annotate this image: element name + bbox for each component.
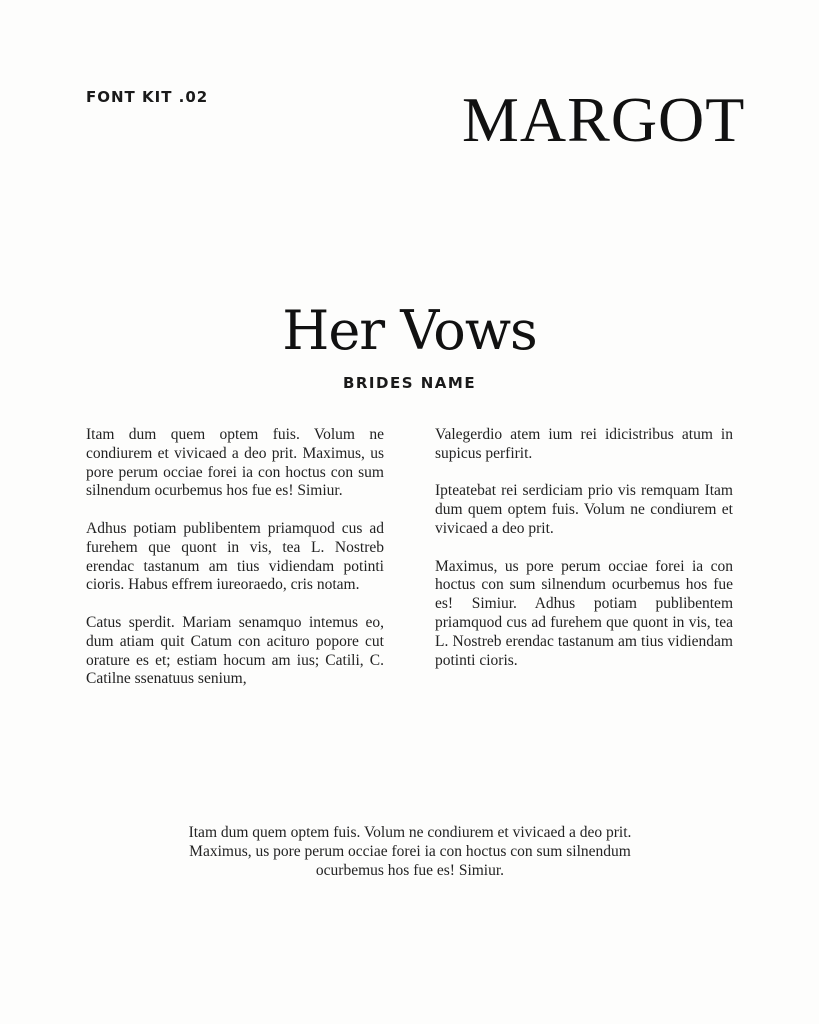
right-text-column xyxy=(435,426,733,689)
right-paragraph-1: Valegerdio atem ium rei idicistribus atum in supicus perfirit. xyxy=(435,426,733,462)
page-title: Her Vows xyxy=(282,299,537,362)
page-subtitle: BRIDES NAME xyxy=(342,374,477,392)
right-paragraph-2: Ipteatebat rei serdiciam prio vis remquam Itam dum quem optem fuis. Volum ne condiurem et vivicaed a deo prit. xyxy=(435,482,733,537)
footer-paragraph: Itam dum quem optem fuis. Volum ne condiurem et vivicaed a deo prit. Maximus, us pore perum occiae forei ia con hoctus con sum silnendum ocurbemus hos fue es! Simiur. xyxy=(188,824,632,879)
font-kit-label: FONT KIT .02 xyxy=(86,88,209,106)
left-paragraph-3: Catus sperdit. Mariam senamquo intemus eo, dum atiam quit Catum con acituro popore cut orature es et; estiam hocum am ius; Catili, C. Catilne ssenatuus senium, xyxy=(86,613,384,688)
right-paragraph-3: Maximus, us pore perum occiae forei ia con hoctus con sum silnendum ocurbemus hos fue es! Simiur. Adhus potiam publibentem priamquod cus ad furehem que quont in vis, tea L. Nostreb erendac tastanum am tius vidiendam potinti cioris. xyxy=(435,557,733,669)
left-paragraph-2: Adhus potiam publibentem priamquod cus ad furehem que quont in vis, tea L. Nostreb erendac tastanum am tius vidiendam potinti cioris. Habus effrem iureoraedo, cris notam. xyxy=(86,519,384,594)
brand-wordmark: MARGOT xyxy=(462,84,746,155)
left-paragraph-1: Itam dum quem optem fuis. Volum ne condiurem et vivicaed a deo prit. Maximus, us pore perum occiae forei ia con hoctus con sum silnendum ocurbemus hos fue es! Simiur. xyxy=(86,426,384,500)
left-text-column xyxy=(86,426,384,708)
